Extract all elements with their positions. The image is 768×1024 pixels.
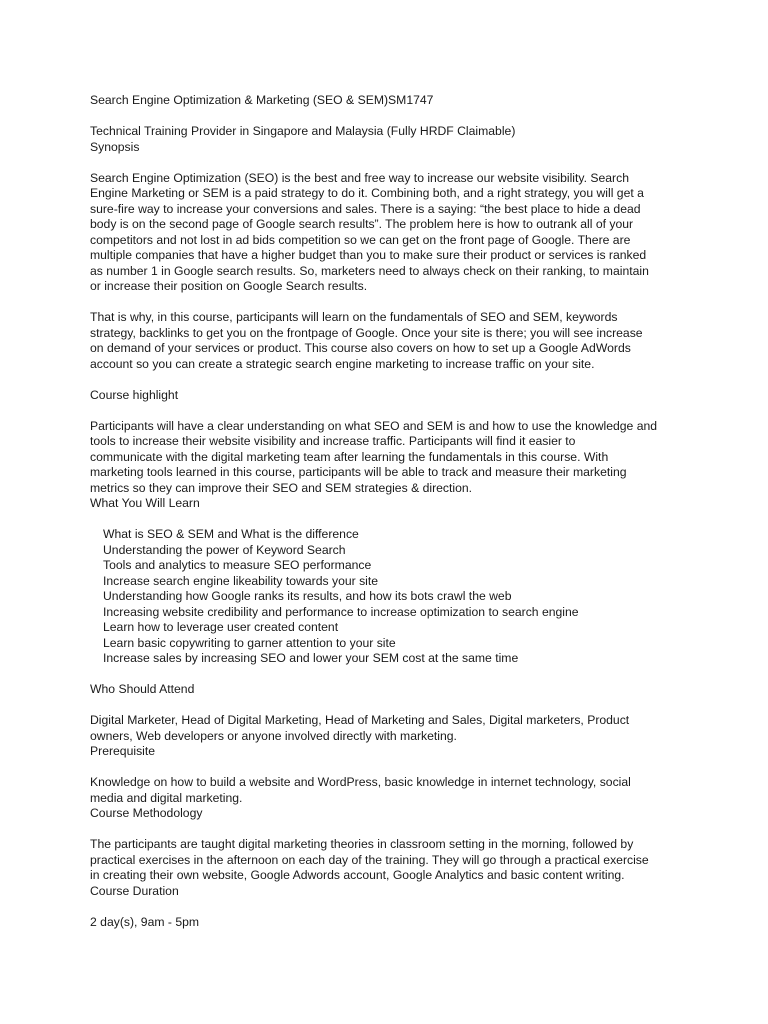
list-item: Increase sales by increasing SEO and lower your SEM cost at the same time <box>103 651 519 665</box>
text-line: Engine Marketing or SEM is a paid strategy to do it. Combining both, and a right strategy, you will get a <box>90 186 644 200</box>
list-item: Understanding the power of Keyword Search <box>103 542 346 557</box>
list-item: Increase search engine likeability towards your site <box>103 573 379 588</box>
text-line: owners, Web developers or anyone involved directly with marketing. <box>90 728 457 743</box>
text-line: marketing tools learned in this course, participants will be able to track and measure their marketing <box>90 465 627 479</box>
text-line: sure-fire way to increase your conversions and sales. There is a saying: “the best place to hide a dead <box>90 201 641 216</box>
text-line: media and digital marketing. <box>90 790 243 805</box>
synopsis-heading: Synopsis <box>90 139 140 154</box>
methodology-paragraph <box>90 837 680 884</box>
list-item: Tools and analytics to measure SEO performance <box>103 558 372 572</box>
list-item: Learn how to leverage user created content <box>103 620 339 634</box>
text-line: in creating their own website, Google Adwords account, Google Analytics and basic content writing. <box>90 868 625 882</box>
text-line: Participants will have a clear understanding on what SEO and SEM is and how to use the knowledge and <box>90 418 658 433</box>
list-item: Understanding how Google ranks its results, and how its bots crawl the web <box>103 589 512 603</box>
text-line: or increase their position on Google Search results. <box>90 279 368 293</box>
text-line: multiple companies that have a higher budget than you to make sure their product or services is ranked <box>90 248 647 262</box>
synopsis-paragraph-2 <box>90 310 680 372</box>
text-line: Digital Marketer, Head of Digital Marketing, Head of Marketing and Sales, Digital marketers, Product <box>90 713 630 727</box>
prerequisite-heading: Prerequisite <box>90 744 156 758</box>
text-line: as number 1 in Google search results. So, marketers need to always check on their ranking, to maintain <box>90 263 649 278</box>
duration-heading: Course Duration <box>90 883 179 898</box>
text-line: Search Engine Optimization (SEO) is the best and free way to increase our website visibility. Search <box>90 170 629 185</box>
attend-paragraph <box>90 713 680 744</box>
prerequisite-paragraph <box>90 775 680 806</box>
synopsis-paragraph-1 <box>90 171 680 295</box>
highlight-paragraph <box>90 419 680 497</box>
text-line: Knowledge on how to build a website and WordPress, basic knowledge in internet technology, social <box>90 775 631 789</box>
duration-value: 2 day(s), 9am - 5pm <box>90 914 200 929</box>
text-line: account so you can create a strategic search engine marketing to increase traffic on your site. <box>90 356 595 371</box>
text-line: The participants are taught digital marketing theories in classroom setting in the morning, followed by <box>90 837 634 851</box>
methodology-heading: Course Methodology <box>90 806 203 820</box>
text-line: body is on the second page of Google search results”. The problem here is how to outrank all of your <box>90 217 634 231</box>
highlight-heading: Course highlight <box>90 387 179 402</box>
text-line: practical exercises in the afternoon on each day of the training. They will go through a practical exercise <box>90 852 649 867</box>
learn-list <box>90 527 680 667</box>
text-line: strategy, backlinks to get you on the frontpage of Google. Once your site is there; you will see increase <box>90 325 643 340</box>
attend-heading: Who Should Attend <box>90 682 195 696</box>
text-line: on demand of your services or product. This course also covers on how to set up a Google AdWords <box>90 341 631 355</box>
list-item: Increasing website credibility and performance to increase optimization to search engine <box>103 604 579 619</box>
list-item: Learn basic copywriting to garner attention to your site <box>103 635 396 650</box>
text-line: metrics so they can improve their SEO and SEM strategies & direction. <box>90 480 473 495</box>
text-line: communicate with the digital marketing team after learning the fundamentals in this course. With <box>90 449 609 464</box>
learn-heading: What You Will Learn <box>90 496 200 510</box>
provider-line: Technical Training Provider in Singapore and Malaysia (Fully HRDF Claimable) <box>90 124 516 138</box>
text-line: That is why, in this course, participants will learn on the fundamentals of SEO and SEM, keywords <box>90 310 618 324</box>
text-line: competitors and not lost in ad bids competition so we can get on the front page of Google. There are <box>90 232 631 247</box>
list-item: What is SEO & SEM and What is the difference <box>103 527 359 541</box>
document-title: Search Engine Optimization & Marketing (SEO & SEM)SM1747 <box>90 93 434 107</box>
document-page <box>90 93 680 930</box>
text-line: tools to increase their website visibility and increase traffic. Participants will find it easier to <box>90 434 576 448</box>
